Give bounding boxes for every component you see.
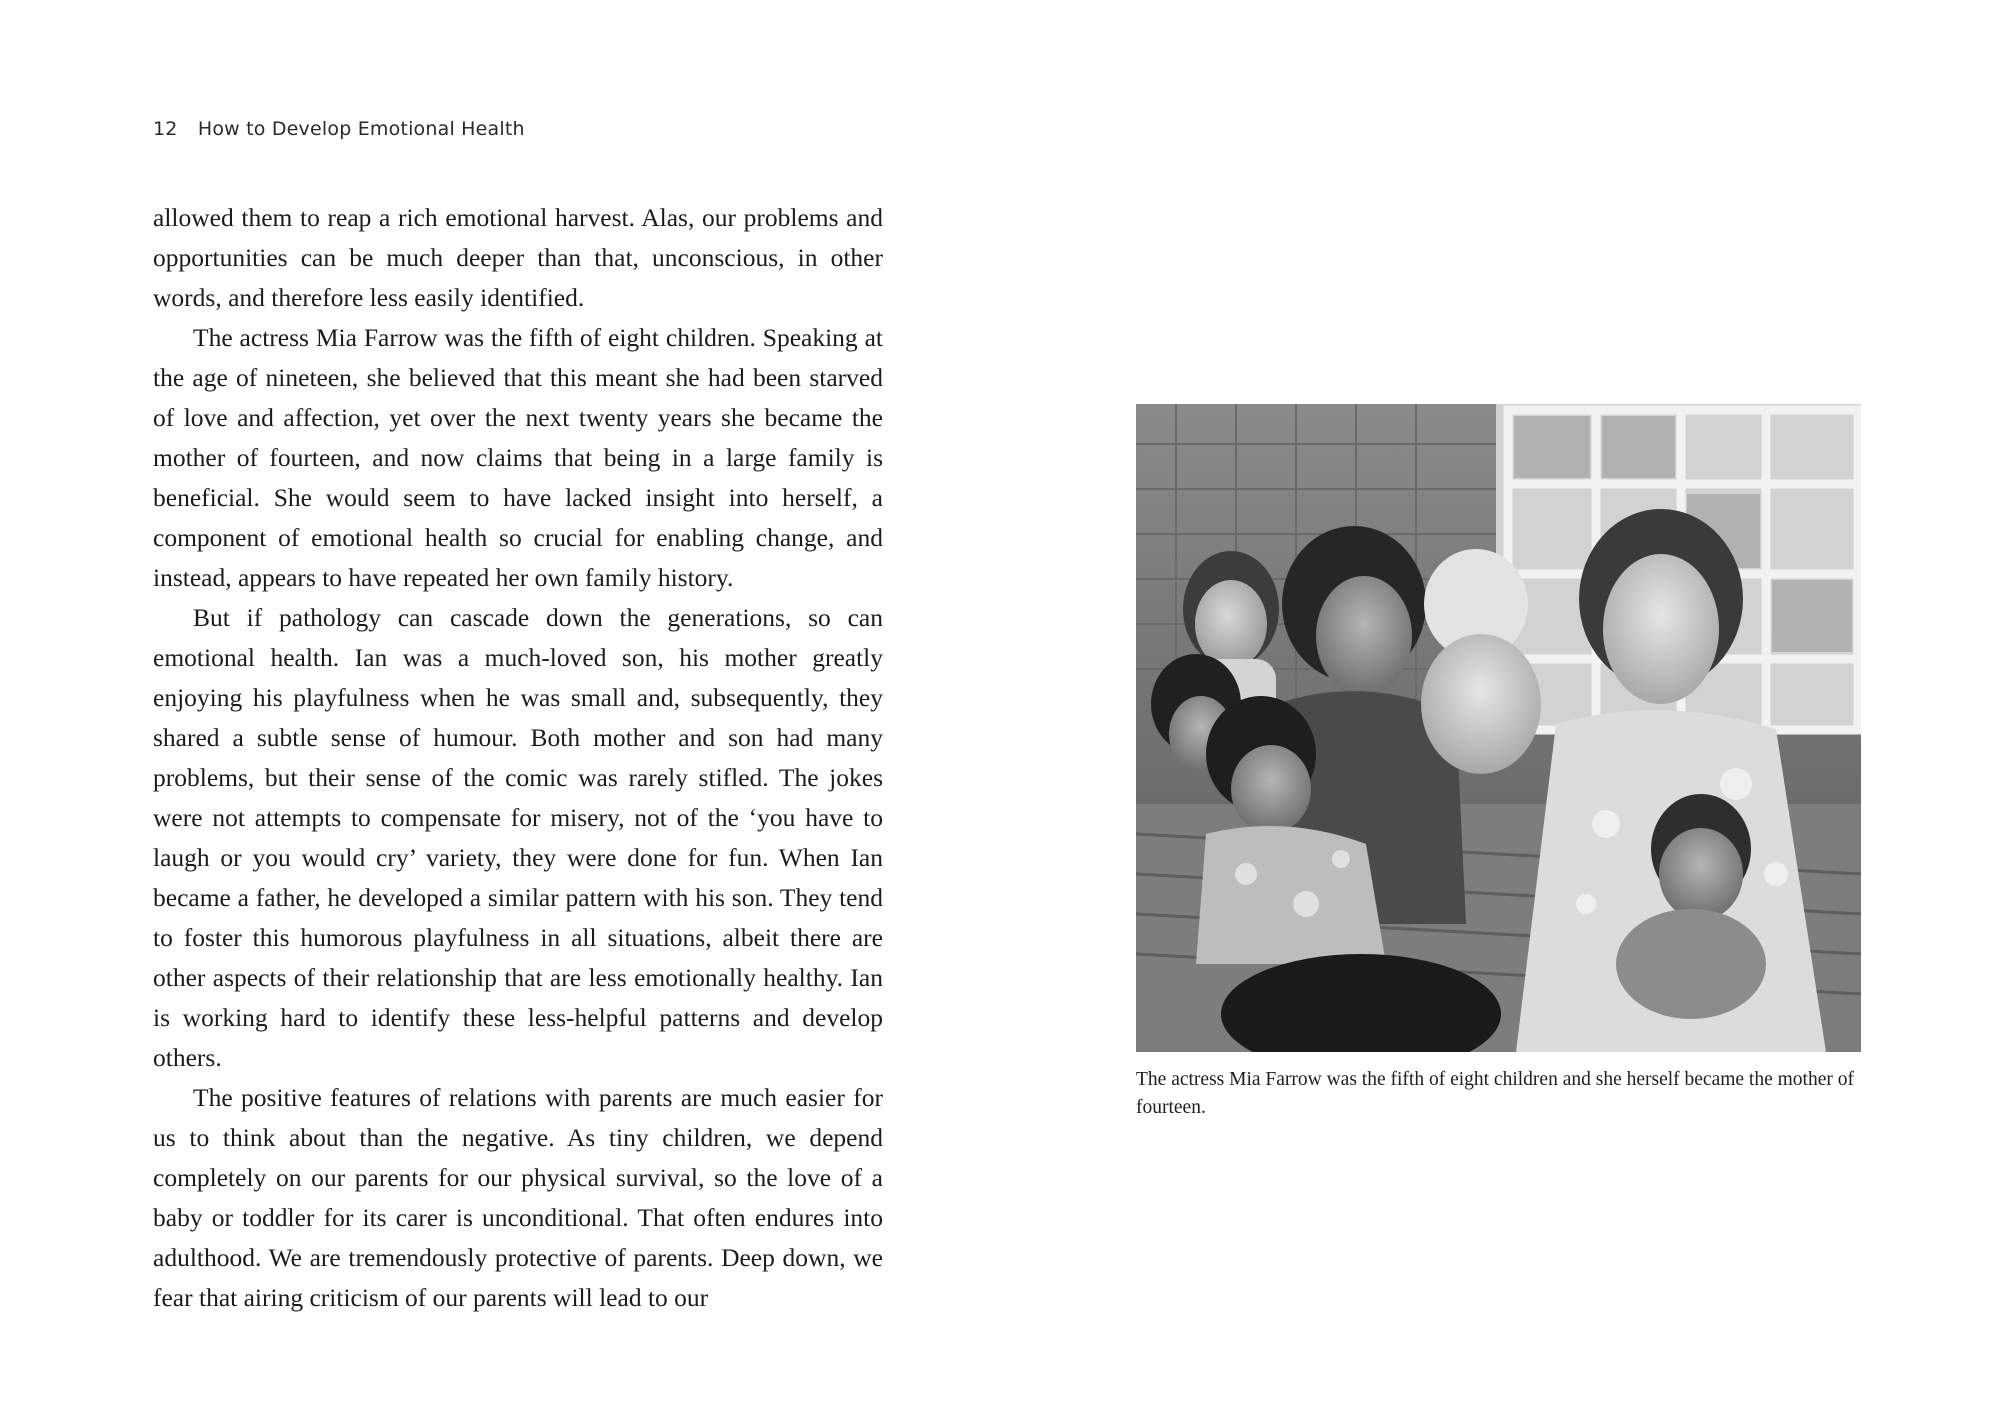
family-photo-icon: [1136, 404, 1861, 1052]
paragraph-1: allowed them to reap a rich emotional harvest. Alas, our problems and opportunities can be much deeper than that, unconscious, in other words, and therefore less easily identified.: [153, 203, 883, 312]
figure-caption: The actress Mia Farrow was the fifth of eight children and she herself became the mother of fourteen.: [1136, 1069, 1854, 1118]
family-photo: [1136, 404, 1861, 1052]
running-head: [153, 118, 525, 140]
body-text: [153, 198, 883, 1318]
paragraph-3: But if pathology can cascade down the generations, so can emotional health. Ian was a much-loved son, his mother greatly enjoying his playfulness when he was small and, subsequently, they shared a subtle sense of humour. Both mother and son had many problems, but their sense of the comic was rarely stifled. The jokes were not attempts to compensate for misery, not of the ‘you have to laugh or you would cry’ variety, they were done for fun. When Ian became a father, he developed a similar pattern with his son. They tend to foster this humorous playfulness in all situations, albeit there are other aspects of their relationship that are less emotionally healthy. Ian is working hard to identify these less-helpful patterns and develop others.: [153, 603, 883, 1072]
paragraph-2: The actress Mia Farrow was the fifth of eight children. Speaking at the age of nineteen, she believed that this meant she had been starved of love and affection, yet over the next twenty years she became the mother of fourteen, and now claims that being in a large family is beneficial. She would seem to have lacked insight into herself, a component of emotional health so crucial for enabling change, and instead, appears to have repeated her own family history.: [153, 323, 883, 592]
running-title: How to Develop Emotional Health: [197, 118, 525, 140]
paragraph-4: The positive features of relations with parents are much easier for us to think about than the negative. As tiny children, we depend completely on our parents for our physical survival, so the love of a baby or toddler for its carer is unconditional. That often endures into adulthood. We are tremendously protective of parents. Deep down, we fear that airing criticism of our parents will lead to our: [153, 1083, 883, 1312]
page-number: 12: [153, 118, 178, 140]
